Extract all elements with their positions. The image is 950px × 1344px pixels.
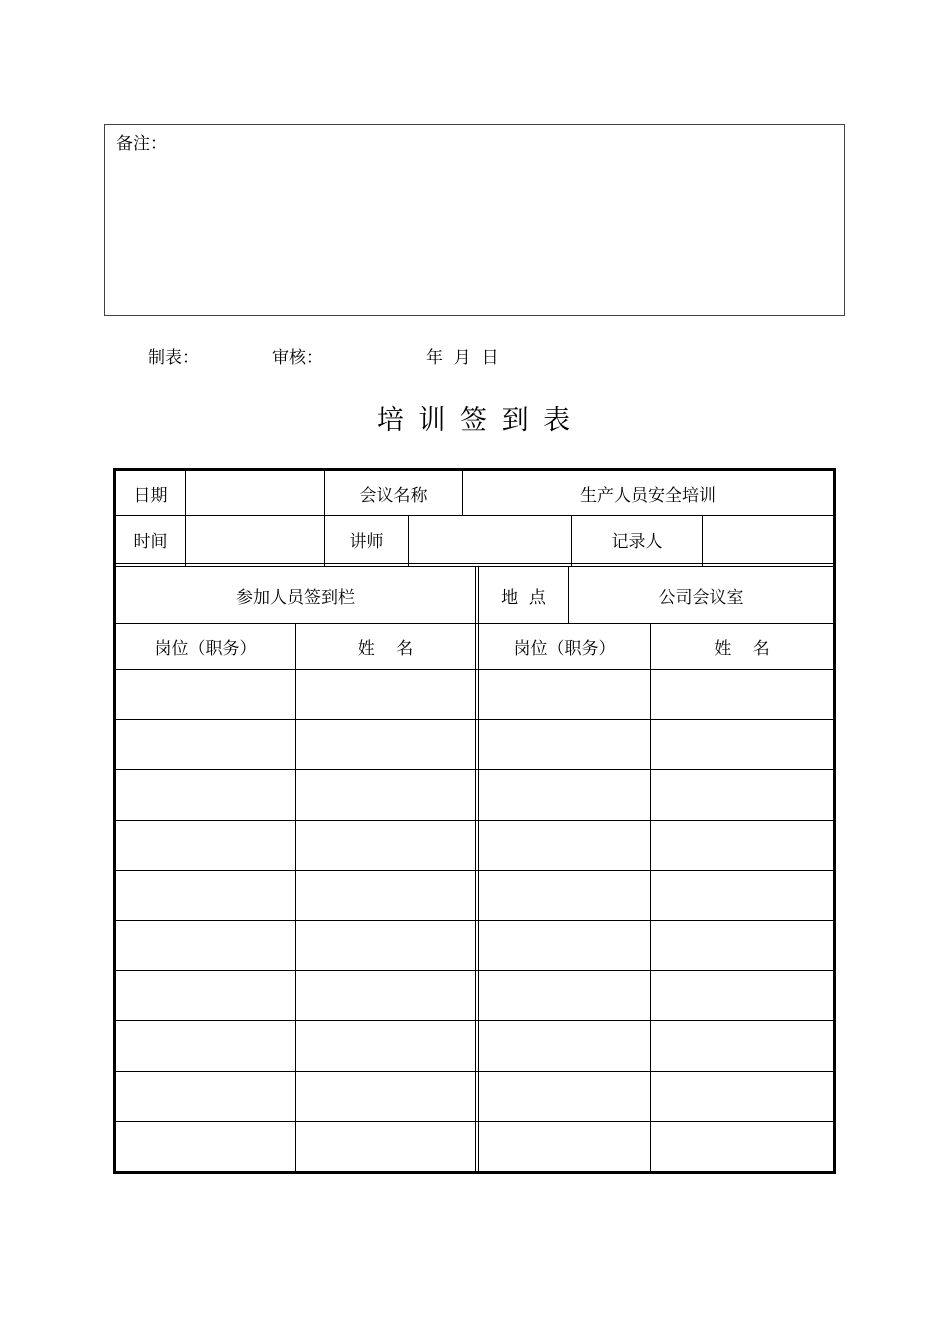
- rule-v-label: [185, 468, 186, 566]
- meeting-name-value: 生产人员安全培训: [580, 485, 716, 506]
- made-by-label: 制表：: [148, 348, 199, 368]
- table-row-divider: [113, 769, 836, 770]
- table-row-divider: [113, 820, 836, 821]
- reviewed-by-label: 审核：: [272, 348, 323, 368]
- meeting-name-label: 会议名称: [359, 485, 428, 506]
- rule-v-left-name: [295, 623, 296, 1174]
- date-label-cell: 日期: [133, 485, 168, 506]
- rule-v-lecturer: [408, 515, 409, 566]
- rule-v-recorder-r: [702, 515, 703, 566]
- date-label: 年 月 日: [426, 348, 499, 368]
- table-row-divider: [113, 1071, 836, 1072]
- sign-in-form: [113, 468, 836, 1174]
- remarks-box[interactable]: [104, 124, 845, 316]
- table-row-divider: [113, 970, 836, 971]
- table-border-right: [833, 468, 836, 1174]
- table-row-divider: [113, 719, 836, 720]
- column-header-position-left: 岗位（职务）: [154, 639, 257, 659]
- time-label: 时间: [133, 532, 168, 552]
- table-row-divider: [113, 669, 836, 670]
- location-value: 公司会议室: [658, 587, 744, 608]
- column-header-position-right: 岗位（职务）: [513, 639, 616, 659]
- table-row-divider: [113, 1121, 836, 1122]
- table-row-divider: [113, 920, 836, 921]
- rule-row1: [113, 515, 836, 516]
- rule-v-right-name: [650, 623, 651, 1174]
- table-row-divider: [113, 870, 836, 871]
- rule-row2a: [113, 563, 836, 564]
- page-title: 培 训 签 到 表: [376, 405, 574, 436]
- location-label: 地 点: [501, 587, 546, 608]
- recorder-label: 记录人: [611, 532, 663, 552]
- column-header-name-right: 姓 名: [714, 639, 770, 659]
- table-row-divider: [113, 1020, 836, 1021]
- attendee-section-label: 参加人员签到栏: [236, 587, 355, 608]
- remarks-label: 备注：: [116, 134, 167, 154]
- lecturer-label: 讲师: [349, 532, 384, 552]
- column-header-name-left: 姓 名: [357, 639, 414, 659]
